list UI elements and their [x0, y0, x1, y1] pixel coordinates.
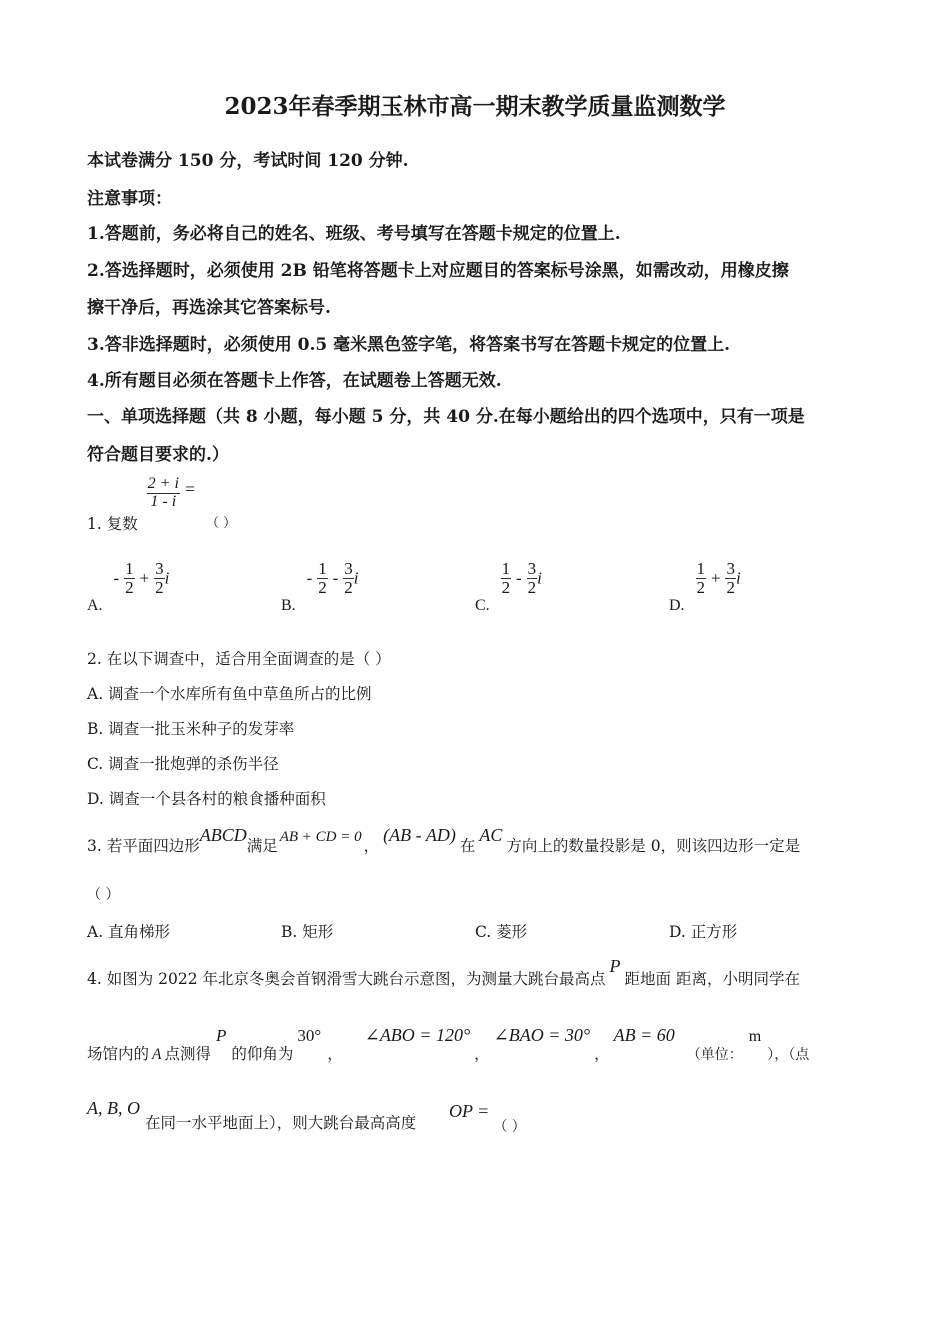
question-4-line-1	[87, 955, 800, 988]
fraction	[343, 560, 354, 597]
text: 3. 若平面四边形	[87, 837, 200, 855]
question-2-option-c: C. 调查一批炮弹的杀伤半径	[87, 755, 279, 773]
sign: -	[516, 568, 522, 588]
text: 的仰角为	[231, 1045, 294, 1063]
math-length-ab: AB = 60	[613, 1025, 675, 1045]
denominator: 2	[527, 577, 537, 597]
fraction-numerator: 2 + i	[147, 475, 179, 492]
answer-paren: （ ）	[205, 516, 237, 532]
question-2-option-d: D. 调查一个县各村的粮食播种面积	[87, 790, 326, 808]
text: 距地面 距离，小明同学在	[624, 970, 800, 988]
question-1	[87, 475, 237, 534]
denominator: 2	[318, 577, 327, 597]
text: ，	[363, 837, 380, 855]
math-angle-abo: ∠ABO = 120°	[364, 1025, 471, 1045]
fraction	[124, 560, 135, 597]
text: ，	[327, 1045, 343, 1063]
notice-item: 1.答题前，务必将自己的姓名、班级、考号填写在答题卡规定的位置上.	[87, 224, 621, 244]
numerator: 3	[726, 559, 735, 578]
question-3-stem	[87, 824, 801, 855]
numerator: 1	[501, 559, 511, 578]
option-label: D.	[669, 597, 685, 615]
sign: -	[306, 568, 313, 588]
fraction-denominator: 1 - i	[147, 493, 180, 511]
notice-item-continued: 擦干净后，再选涂其它答案标号.	[87, 298, 331, 318]
numerator: 1	[318, 559, 327, 578]
text: 满足	[246, 837, 278, 855]
math-unit: m	[748, 1028, 762, 1045]
question-4-answer	[449, 1101, 526, 1135]
math-angle-bao: ∠BAO = 30°	[493, 1025, 591, 1045]
sign: +	[139, 568, 150, 588]
sign: -	[113, 568, 120, 588]
math-points: A, B, O	[87, 1098, 140, 1118]
equals-sign: =	[184, 479, 195, 500]
text: 点测得	[164, 1045, 211, 1063]
text: 4. 如图为 2022 年北京冬奥会首钢滑雪大跳台示意图，为测量大跳台最高点	[87, 970, 606, 988]
fraction	[154, 560, 165, 597]
sign: +	[710, 568, 721, 588]
option-c	[475, 559, 542, 615]
question-4-line-3	[87, 1098, 417, 1141]
text: ），（点	[767, 1047, 810, 1063]
math-point-a: A	[152, 1046, 162, 1063]
denominator: 2	[125, 577, 134, 597]
question-2-stem: 2. 在以下调查中，适合用全面调查的是（ ）	[87, 650, 391, 668]
denominator: 2	[726, 577, 735, 597]
answer-paren: （ ）	[493, 1119, 526, 1135]
fraction	[696, 560, 707, 597]
denominator: 2	[696, 577, 705, 597]
option-d	[669, 559, 741, 615]
numerator: 3	[155, 559, 164, 578]
text: ，	[594, 1045, 610, 1063]
notice-item: 2.答选择题时，必须使用 2B 铅笔将答题卡上对应题目的答案标号涂黑，如需改动，用橡皮擦	[87, 261, 789, 281]
text: 方向上的数量投影是 0，则该四边形一定是	[506, 837, 801, 855]
question-3-option-b: B. 矩形	[281, 923, 334, 941]
notice-item: 4.所有题目必须在答题卡上作答，在试题卷上答题无效.	[87, 371, 502, 391]
question-4-line-2	[87, 1024, 810, 1063]
question-3-option-c: C. 菱形	[475, 923, 528, 941]
denominator: 2	[501, 577, 511, 597]
option-label: C.	[475, 597, 490, 615]
numerator: 3	[344, 559, 353, 578]
section-heading: 一、单项选择题（共 8 小题，每小题 5 分，共 40 分.在每小题给出的四个选项中，只有一项是	[87, 407, 805, 427]
fraction	[725, 560, 736, 597]
notice-heading: 注意事项：	[87, 189, 172, 209]
question-3-paren: （ ）	[87, 887, 120, 903]
math-quadrilateral: ABCD	[199, 825, 247, 845]
imaginary-unit: i	[353, 568, 359, 588]
option-label: A.	[87, 597, 103, 615]
option-b	[281, 559, 359, 615]
option-a	[87, 559, 170, 615]
question-1-prefix: 1. 复数	[87, 515, 138, 534]
fraction	[317, 560, 328, 597]
math-vector-sum: AB + CD = 0	[279, 829, 362, 845]
numerator: 3	[527, 559, 537, 578]
question-2-option-a: A. 调查一个水库所有鱼中草鱼所占的比例	[87, 685, 372, 703]
option-label: B.	[281, 597, 296, 615]
denominator: 2	[344, 577, 353, 597]
page-title: 2023年春季期玉林市高一期末教学质量监测数学	[224, 93, 726, 120]
numerator: 1	[125, 559, 134, 578]
math-point-p: P	[609, 956, 621, 976]
fraction	[501, 560, 512, 597]
text: 场馆内的	[87, 1045, 150, 1063]
notice-item: 3.答非选择题时，必须使用 0.5 毫米黑色签字笔，将答案书写在答题卡规定的位置上.	[87, 335, 731, 355]
question-3-option-d: D. 正方形	[669, 923, 738, 941]
math-angle-30: 30°	[297, 1026, 322, 1045]
text: 在同一水平地面上），则大跳台最高高度	[145, 1114, 417, 1132]
text: 在	[459, 837, 476, 855]
imaginary-unit: i	[164, 568, 170, 588]
denominator: 2	[155, 577, 164, 597]
fraction	[527, 560, 538, 597]
imaginary-unit: i	[537, 568, 542, 588]
question-2-option-b: B. 调查一批玉米种子的发芽率	[87, 720, 295, 738]
math-op-equals: OP =	[449, 1101, 490, 1121]
question-1-fraction	[147, 476, 180, 511]
text: （单位：	[686, 1047, 743, 1063]
exam-intro: 本试卷满分 150 分，考试时间 120 分钟.	[87, 151, 409, 171]
question-3-option-a: A. 直角梯形	[87, 923, 171, 941]
numerator: 1	[696, 559, 705, 578]
math-point-p: P	[216, 1026, 227, 1045]
sign: -	[332, 568, 339, 588]
section-heading-continued: 符合题目要求的.）	[87, 445, 229, 465]
text: ，	[474, 1045, 490, 1063]
math-vector-diff: (AB - AD)	[383, 825, 456, 845]
imaginary-unit: i	[735, 568, 741, 588]
math-vector-ac: AC	[479, 825, 503, 845]
